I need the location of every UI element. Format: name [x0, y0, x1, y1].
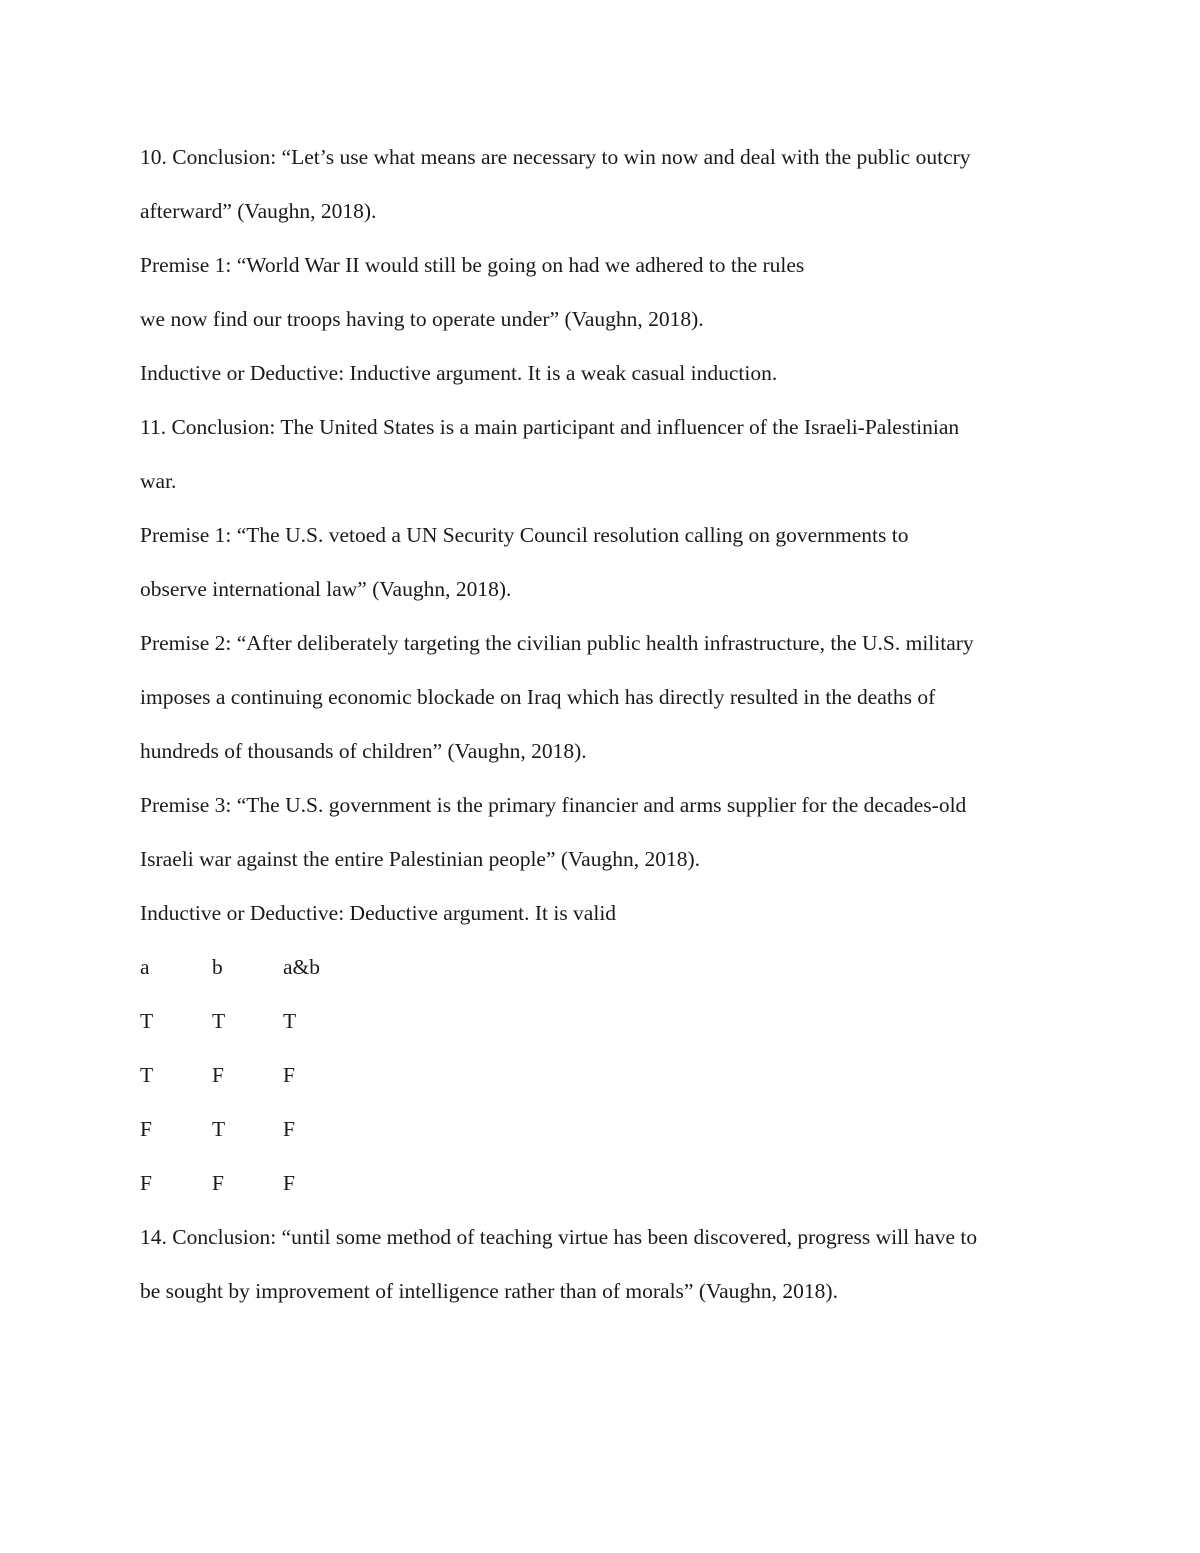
truth-table-cell: T: [283, 1009, 297, 1033]
truth-table-cell: F: [283, 1117, 295, 1141]
truth-table-cell: F: [283, 1171, 295, 1195]
q10-conclusion-line-2: afterward” (Vaughn, 2018).: [140, 199, 377, 223]
truth-table-cell: T: [212, 1009, 226, 1033]
truth-table-cell: F: [140, 1171, 152, 1195]
q11-conclusion-line-2: war.: [140, 469, 177, 493]
truth-table-header-cell: b: [212, 955, 223, 979]
q11-argument-type: Inductive or Deductive: Deductive argument. It is valid: [140, 901, 617, 925]
q10-conclusion-line-1: 10. Conclusion: “Let’s use what means are necessary to win now and deal with the public outcry: [140, 145, 971, 169]
q11-premise-2-line-3: hundreds of thousands of children” (Vaughn, 2018).: [140, 739, 587, 763]
q11-premise-2-line-2: imposes a continuing economic blockade on Iraq which has directly resulted in the deaths of: [140, 685, 936, 709]
q10-premise-1-line-2: we now find our troops having to operate under” (Vaughn, 2018).: [140, 307, 704, 331]
truth-table-cell: T: [140, 1063, 154, 1087]
document-body: [140, 130, 1070, 1318]
truth-table-cell: T: [212, 1117, 226, 1141]
truth-table-row: [140, 1102, 1070, 1156]
q11-premise-1-line-2: observe international law” (Vaughn, 2018).: [140, 577, 512, 601]
q10-premise-1-line-1: Premise 1: “World War II would still be going on had we adhered to the rules: [140, 253, 805, 277]
truth-table-header-cell: a: [140, 955, 150, 979]
q11-premise-1-line-1: Premise 1: “The U.S. vetoed a UN Security Council resolution calling on governments to: [140, 523, 909, 547]
q11-premise-2-line-1: Premise 2: “After deliberately targeting the civilian public health infrastructure, the U.S. military: [140, 631, 974, 655]
q14-conclusion-line-2: be sought by improvement of intelligence rather than of morals” (Vaughn, 2018).: [140, 1279, 838, 1303]
q10-argument-type: Inductive or Deductive: Inductive argument. It is a weak casual induction.: [140, 361, 778, 385]
truth-table-header-cell: a&b: [283, 955, 321, 979]
truth-table-row: [140, 1048, 1070, 1102]
truth-table-cell: F: [212, 1063, 224, 1087]
truth-table-cell: F: [140, 1117, 152, 1141]
q11-premise-3-line-2: Israeli war against the entire Palestinian people” (Vaughn, 2018).: [140, 847, 701, 871]
q11-conclusion-line-1: 11. Conclusion: The United States is a main participant and influencer of the Israeli-Palestinian: [140, 415, 960, 439]
q11-premise-3-line-1: Premise 3: “The U.S. government is the primary financier and arms supplier for the decades-old: [140, 793, 967, 817]
truth-table-cell: T: [140, 1009, 154, 1033]
truth-table-row: [140, 1156, 1070, 1210]
truth-table: [140, 940, 1070, 1210]
truth-table-cell: F: [212, 1171, 224, 1195]
truth-table-cell: F: [283, 1063, 295, 1087]
truth-table-row: [140, 994, 1070, 1048]
q14-conclusion-line-1: 14. Conclusion: “until some method of teaching virtue has been discovered, progress will have to: [140, 1225, 978, 1249]
truth-table-header: [140, 940, 1070, 994]
